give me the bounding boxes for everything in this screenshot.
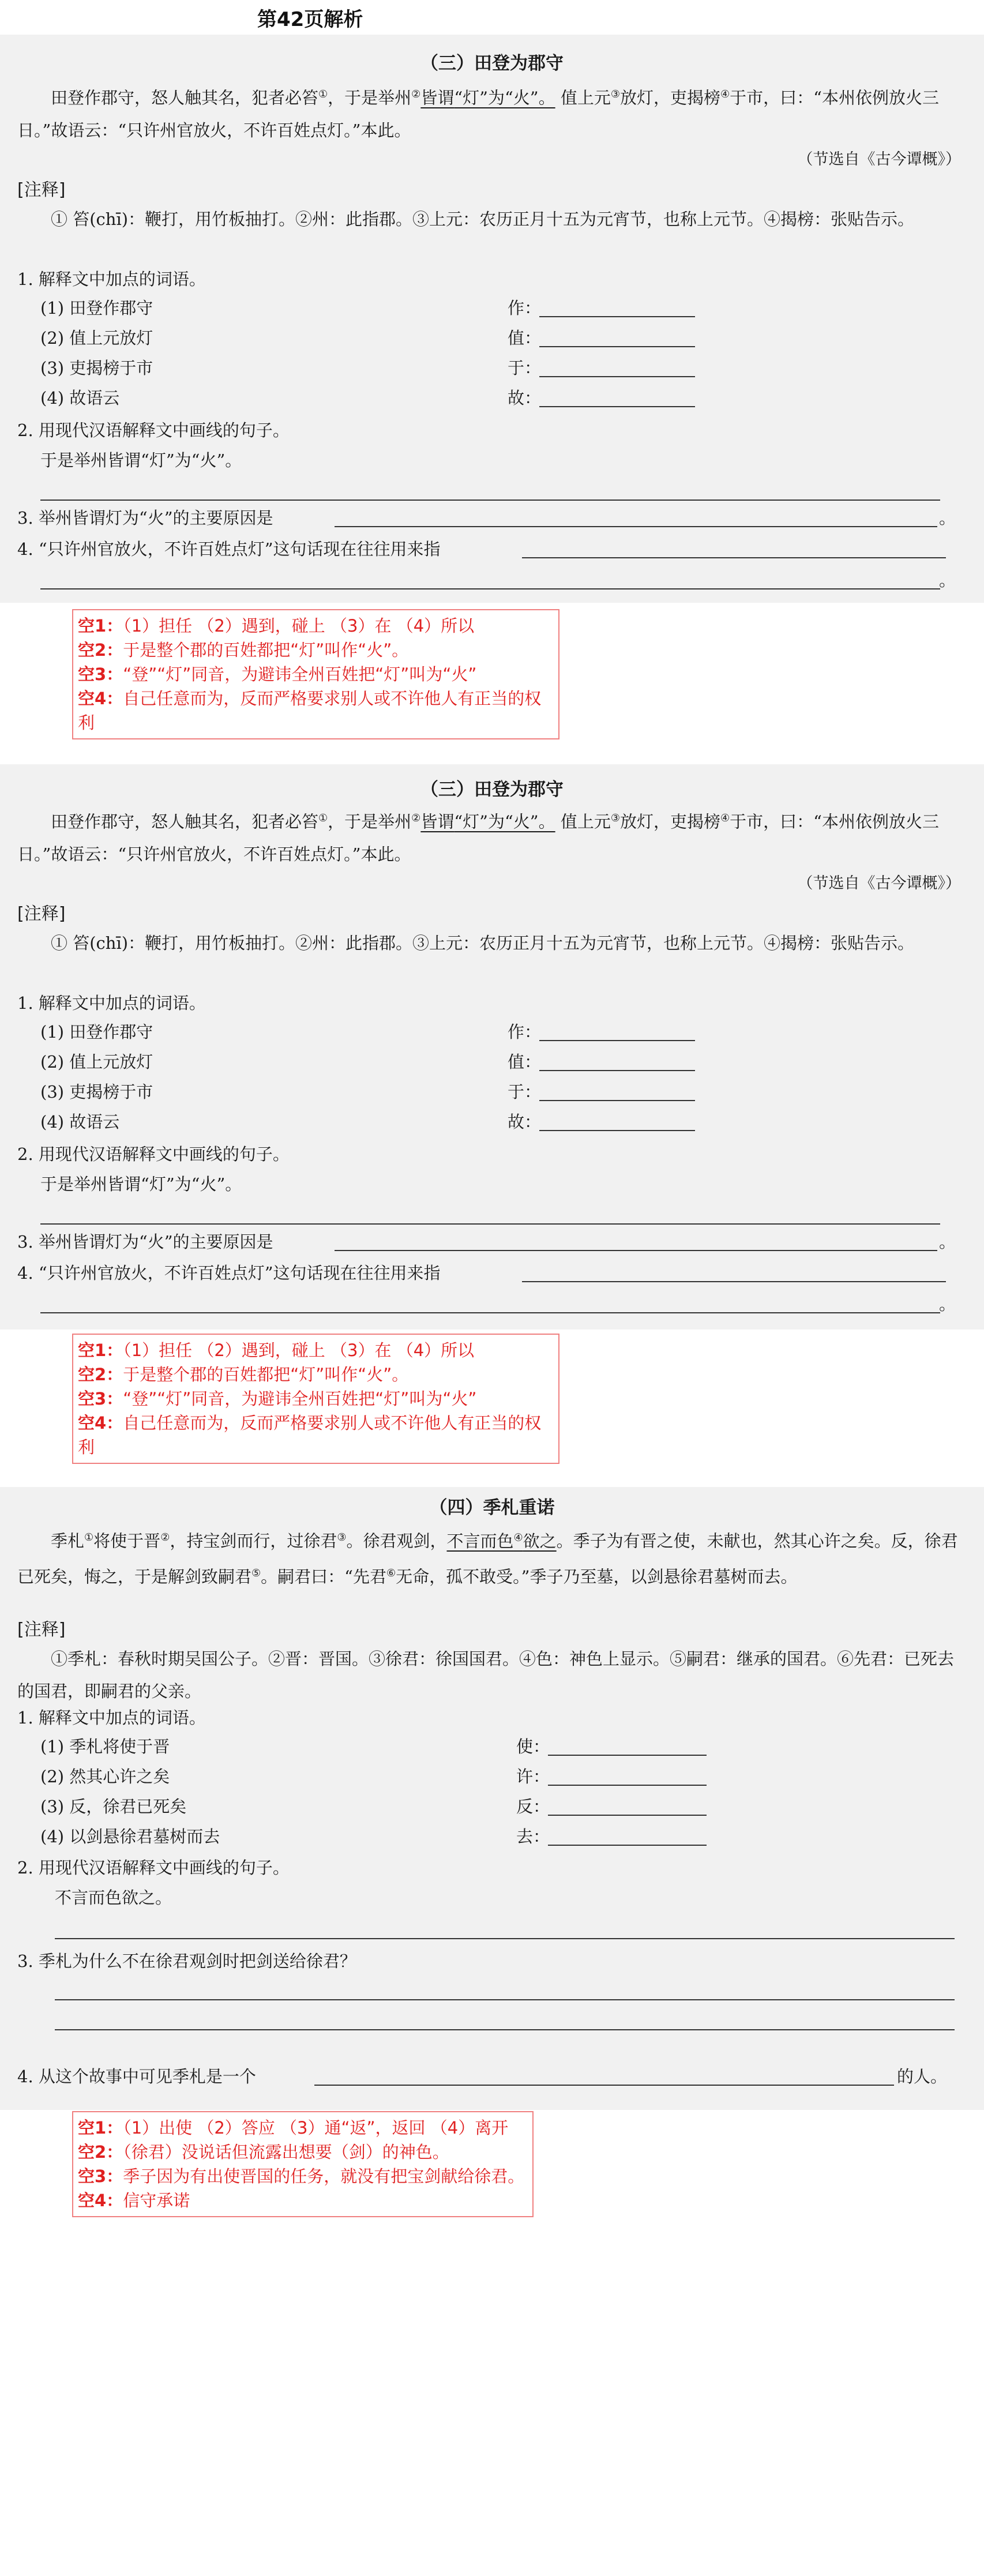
section-title: （三）田登为郡守 (420, 53, 564, 74)
period: 。 (939, 1294, 956, 1314)
answer-blank[interactable] (548, 1755, 707, 1756)
notes-label: [注释] (17, 1620, 66, 1640)
answer-blank[interactable] (539, 1100, 695, 1101)
vocab-key: 使： (516, 1737, 550, 1756)
vocab-key: 去： (516, 1827, 550, 1846)
section-4-scan (0, 1487, 984, 2110)
vocab-key: 值： (508, 1052, 542, 1072)
question-2-sentence: 于是举州皆谓“灯”为“火”。 (40, 1174, 242, 1194)
vocab-item: (3) 吏揭榜于市 (40, 358, 153, 378)
vocab-item: (3) 吏揭榜于市 (40, 1082, 153, 1102)
answer-blank[interactable] (539, 1130, 695, 1131)
passage: 季札①将使于晋②，持宝剑而行，过徐君③。徐君观剑，不言而色④欲之。季子为有晋之使，未献也，然其心许之矣。反，徐君已死矣，悔之，于是解剑致嗣君⑤。嗣君曰：“先君⑥无命，孤不敢受。”季子乃至墓，以剑悬徐君墓树而去。 (17, 1531, 958, 1587)
question-4: 4. 从这个故事中可见季札是一个 (17, 2067, 256, 2086)
passage: 田登作郡守，怒人触其名，犯者必笞①，于是举州②皆谓“灯”为“火”。 值上元③放灯，吏揭榜④于市，曰：“本州依例放火三日。”故语云：“只许州官放火，不许百姓点灯。”本此。 (17, 88, 939, 140)
answer-blank[interactable] (55, 1938, 955, 1939)
answer-blank[interactable] (548, 1845, 707, 1846)
question-3: 3. 举州皆谓灯为“火”的主要原因是 (17, 1232, 273, 1252)
answer-blank[interactable] (548, 1785, 707, 1786)
answer-blank[interactable] (548, 1815, 707, 1816)
source-citation: （节选自《古今谭概》） (797, 874, 961, 892)
answer-box-section-3: 空1：（1）担任 （2）遇到，碰上 （3）在 （4）所以 空2：于是整个郡的百姓都把“灯”叫作“火”。 空3：“登”“灯”同音，为避讳全州百姓把“灯”叫为“火” 空4：自己任意而为，反而严格要求别人或不许他人有正当的权利 (72, 609, 559, 739)
answer-blank[interactable] (40, 588, 940, 589)
question-2: 2. 用现代汉语解释文中画线的句子。 (17, 1858, 290, 1877)
question-1: 1. 解释文中加点的词语。 (17, 993, 206, 1013)
answer-blank[interactable] (55, 2029, 955, 2030)
vocab-item: (4) 故语云 (40, 1112, 120, 1132)
notes-label: [注释] (17, 180, 66, 200)
question-4-end: 的人。 (897, 2067, 948, 2086)
period: 。 (939, 1232, 956, 1252)
question-2-sentence: 于是举州皆谓“灯”为“火”。 (40, 450, 242, 470)
answer-blank[interactable] (539, 406, 695, 407)
period: 。 (939, 508, 956, 528)
period: 。 (939, 570, 956, 590)
notes-text: ① 笞(chī)：鞭打，用竹板抽打。②州：此指郡。③上元：农历正月十五为元宵节，也称上元节。④揭榜：张贴告示。 (51, 209, 915, 229)
section-3-scan-1 (0, 35, 984, 603)
section-title: （三）田登为郡守 (420, 779, 564, 800)
answer-blank[interactable] (335, 1250, 937, 1251)
vocab-key: 许： (516, 1767, 550, 1786)
page-title: 第42页解析 (257, 8, 363, 31)
underlined-sentence: 皆谓“灯”为“火”。 (420, 88, 555, 108)
vocab-key: 值： (508, 328, 542, 348)
answer-blank[interactable] (522, 1281, 946, 1282)
vocab-key: 作： (508, 1022, 542, 1042)
underlined-sentence: 不言而色④欲之 (446, 1531, 557, 1551)
vocab-item: (1) 田登作郡守 (40, 1022, 153, 1042)
notes-label: [注释] (17, 904, 66, 924)
vocab-key: 故： (508, 1112, 542, 1132)
answer-blank[interactable] (522, 557, 946, 558)
vocab-item: (2) 值上元放灯 (40, 1052, 153, 1072)
vocab-key: 于： (508, 358, 542, 378)
answer-blank[interactable] (539, 1070, 695, 1071)
section-3-scan-2 (0, 764, 984, 1330)
notes-text: ①季札：春秋时期吴国公子。②晋：晋国。③徐君：徐国国君。④色：神色上显示。⑤嗣君：继承的国君。⑥先君：已死去的国君，即嗣君的父亲。 (17, 1649, 955, 1701)
vocab-item: (2) 值上元放灯 (40, 328, 153, 348)
answer-blank[interactable] (539, 316, 695, 317)
question-2: 2. 用现代汉语解释文中画线的句子。 (17, 420, 290, 440)
vocab-key: 故： (508, 388, 542, 408)
vocab-item: (1) 田登作郡守 (40, 298, 153, 318)
passage: 田登作郡守，怒人触其名，犯者必笞①，于是举州②皆谓“灯”为“火”。 值上元③放灯，吏揭榜④于市，曰：“本州依例放火三日。”故语云：“只许州官放火，不许百姓点灯。”本此。 (17, 812, 939, 864)
question-2: 2. 用现代汉语解释文中画线的句子。 (17, 1144, 290, 1164)
question-1: 1. 解释文中加点的词语。 (17, 1708, 206, 1728)
question-2-sentence: 不言而色欲之。 (55, 1888, 172, 1907)
vocab-item: (4) 故语云 (40, 388, 120, 408)
answer-blank[interactable] (55, 1999, 955, 2000)
question-3: 3. 举州皆谓灯为“火”的主要原因是 (17, 508, 273, 528)
answer-blank[interactable] (40, 500, 940, 501)
answer-blank[interactable] (539, 1040, 695, 1041)
question-1: 1. 解释文中加点的词语。 (17, 269, 206, 289)
section-title: （四）季札重诺 (429, 1497, 555, 1518)
question-4: 4. “只许州官放火，不许百姓点灯”这句话现在往往用来指 (17, 539, 441, 559)
answer-blank[interactable] (335, 526, 937, 527)
vocab-key: 于： (508, 1082, 542, 1102)
answer-box-section-3-copy: 空1：（1）担任 （2）遇到，碰上 （3）在 （4）所以 空2：于是整个郡的百姓都把“灯”叫作“火”。 空3：“登”“灯”同音，为避讳全州百姓把“灯”叫为“火” 空4：自己任意而为，反而严格要求别人或不许他人有正当的权利 (72, 1334, 559, 1464)
answer-blank[interactable] (40, 1312, 940, 1313)
vocab-item: (3) 反，徐君已死矣 (40, 1797, 187, 1816)
vocab-item: (4) 以剑悬徐君墓树而去 (40, 1827, 220, 1846)
vocab-item: (2) 然其心许之矣 (40, 1767, 170, 1786)
question-3: 3. 季札为什么不在徐君观剑时把剑送给徐君？ (17, 1951, 356, 1971)
source-citation: （节选自《古今谭概》） (797, 151, 961, 168)
answer-blank[interactable] (539, 376, 695, 377)
vocab-key: 作： (508, 298, 542, 318)
answer-box-section-4: 空1：（1）出使 （2）答应 （3）通“返”，返回 （4）离开 空2：（徐君）没说话但流露出想要（剑）的神色。 空3：季子因为有出使晋国的任务，就没有把宝剑献给徐君。 空4：信守承诺 (72, 2111, 534, 2217)
answer-blank[interactable] (539, 346, 695, 347)
answer-blank[interactable] (40, 1223, 940, 1225)
notes-text: ① 笞(chī)：鞭打，用竹板抽打。②州：此指郡。③上元：农历正月十五为元宵节，也称上元节。④揭榜：张贴告示。 (51, 933, 915, 953)
underlined-sentence: 皆谓“灯”为“火”。 (420, 812, 555, 832)
vocab-key: 反： (516, 1797, 550, 1816)
vocab-item: (1) 季札将使于晋 (40, 1737, 170, 1756)
answer-blank[interactable] (314, 2085, 894, 2086)
question-4: 4. “只许州官放火，不许百姓点灯”这句话现在往往用来指 (17, 1263, 441, 1283)
